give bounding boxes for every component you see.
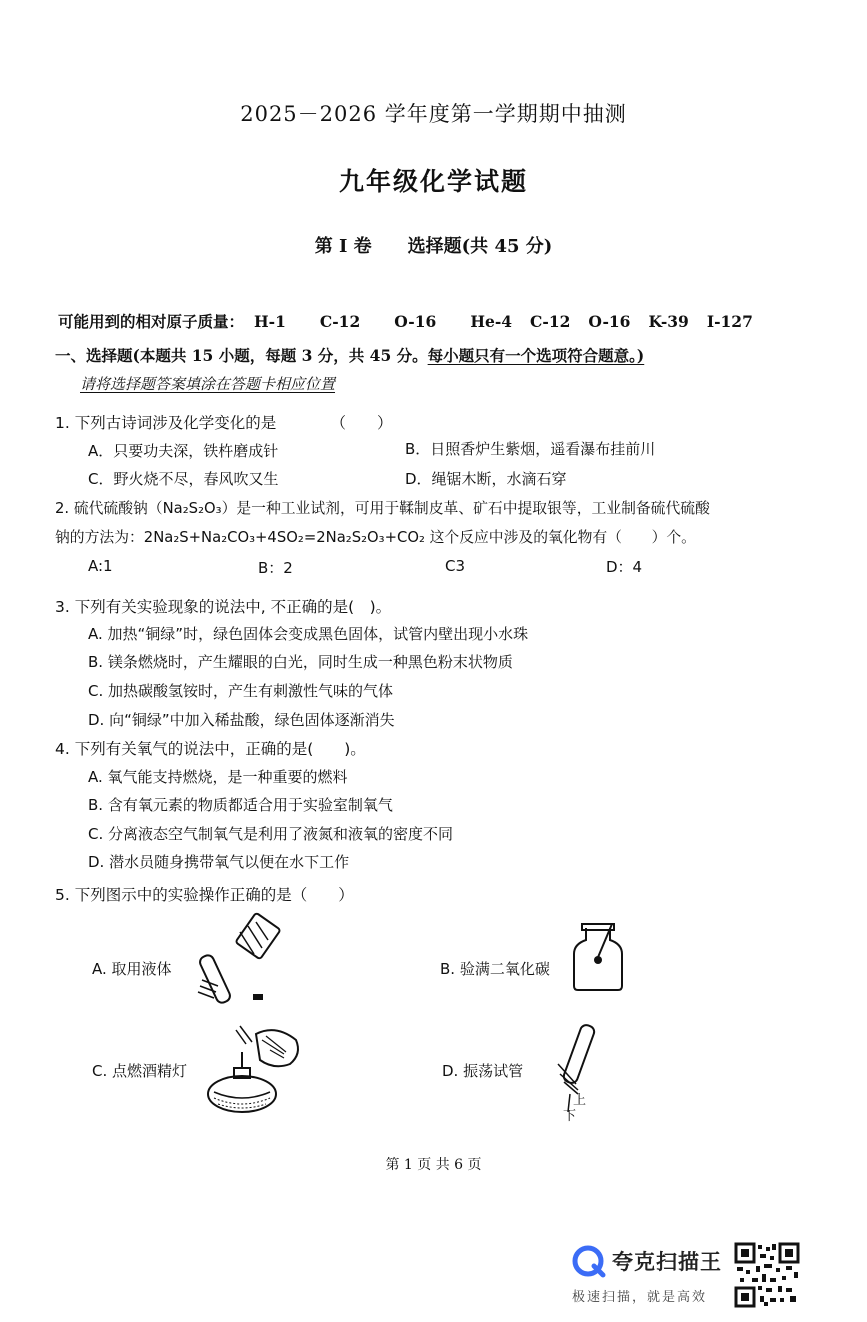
question-4-stem: 4. 下列有关氧气的说法中，正确的是( )。 [55, 740, 366, 758]
scanner-brand-name: 夸克扫描王 [612, 1250, 722, 1274]
volume-label: 第 I 卷 [314, 236, 372, 257]
question-2-stem-line1: 2. 硫代硫酸钠（Na₂S₂O₃）是一种工业试剂，可用于鞣制皮革、矿石中提取银等，工业制备硫代硫酸 [55, 500, 710, 517]
question-4-option-a: A. 氧气能支持燃烧，是一种重要的燃料 [88, 768, 348, 786]
question-5-option-a: A. 取用液体 [92, 960, 172, 978]
question-2-option-d: D：4 [606, 558, 643, 576]
volume-desc: 选择题(共 45 分) [407, 236, 553, 257]
question-5-stem: 5. 下列图示中的实验操作正确的是（ ） [55, 886, 354, 904]
atomic-mass-label: 可能用到的相对原子质量： [58, 312, 245, 331]
question-5-option-c: C. 点燃酒精灯 [92, 1062, 188, 1080]
question-5-option-d: D. 振荡试管 [442, 1062, 524, 1080]
question-1-option-a: A．只要功夫深，铁杵磨成针 [88, 442, 279, 460]
atomic-mass-item: K-39 [648, 312, 689, 331]
volume-heading [0, 232, 867, 258]
figure-label-up: 上 [573, 1093, 587, 1108]
question-3-stem: 3. 下列有关实验现象的说法中, 不正确的是( )。 [55, 598, 392, 616]
question-2-option-b: B：2 [258, 559, 293, 577]
question-1-option-d: D．绳锯木断，水滴石穿 [405, 470, 567, 488]
scanner-logo-icon [572, 1244, 606, 1278]
exam-year-title: 2025－2026 学年度第一学期期中抽测 [240, 102, 627, 126]
alcohol-lamp-figure [200, 1022, 305, 1117]
question-1-option-b: B．日照香炉生紫烟，遥看瀑布挂前川 [405, 440, 656, 458]
question-3-option-d: D. 向“铜绿”中加入稀盐酸，绿色固体逐渐消失 [88, 711, 395, 729]
section-title-underlined: 每小题只有一个选项符合题意。) [427, 346, 645, 365]
question-1-stem: 1. 下列古诗词涉及化学变化的是 （ ） [55, 414, 393, 432]
question-4-option-b: B. 含有氧元素的物质都适合用于实验室制氧气 [88, 796, 393, 814]
section-title-text: 一、选择题(本题共 15 小题，每题 3 分，共 45 分。 [55, 346, 428, 365]
section-hint: 请将选择题答案填涂在答题卡相应位置 [80, 375, 336, 393]
question-2-stem-line2: 钠的方法为：2Na₂S+Na₂CO₃+4SO₂=2Na₂S₂O₃+CO₂ 这个反应中涉及的氧化物有（ ）个。 [55, 529, 696, 546]
question-2-option-c: C3 [445, 557, 466, 575]
exam-subject-title: 九年级化学试题 [338, 167, 528, 196]
question-1-option-c: C．野火烧不尽，春风吹又生 [88, 470, 279, 488]
atomic-mass-item: O-16 [588, 312, 631, 331]
atomic-mass-item: O-16 [394, 312, 437, 331]
question-2-option-a: A:1 [88, 557, 113, 575]
atomic-mass-item: He-4 [470, 312, 513, 331]
figure-label-down: 下 [563, 1109, 577, 1124]
question-3-option-b: B. 镁条燃烧时，产生耀眼的白光，同时生成一种黑色粉末状物质 [88, 653, 513, 671]
atomic-mass-item: I-127 [706, 312, 753, 331]
atomic-mass-item: C-12 [319, 312, 361, 331]
atomic-mass-item: C-12 [530, 312, 571, 331]
question-5-option-b: B. 验满二氧化碳 [440, 960, 550, 978]
question-4-option-c: C. 分离液态空气制氧气是利用了液氮和液氧的密度不同 [88, 825, 454, 843]
section-title [55, 344, 644, 366]
scanner-slogan: 极速扫描，就是高效 [572, 1290, 708, 1305]
question-4-option-d: D. 潜水员随身携带氧气以便在水下工作 [88, 853, 350, 871]
co2-bottle-figure [570, 922, 626, 992]
question-3-option-a: A. 加热“铜绿”时，绿色固体会变成黑色固体，试管内壁出现小水珠 [88, 625, 529, 643]
page-number: 第 1 页 共 6 页 [385, 1157, 482, 1173]
atomic-mass-item: H-1 [254, 312, 286, 331]
atomic-mass-line [58, 310, 787, 332]
pour-liquid-figure [188, 912, 283, 1012]
qr-code-icon [734, 1242, 800, 1308]
question-3-option-c: C. 加热碳酸氢铵时，产生有刺激性气味的气体 [88, 682, 394, 700]
